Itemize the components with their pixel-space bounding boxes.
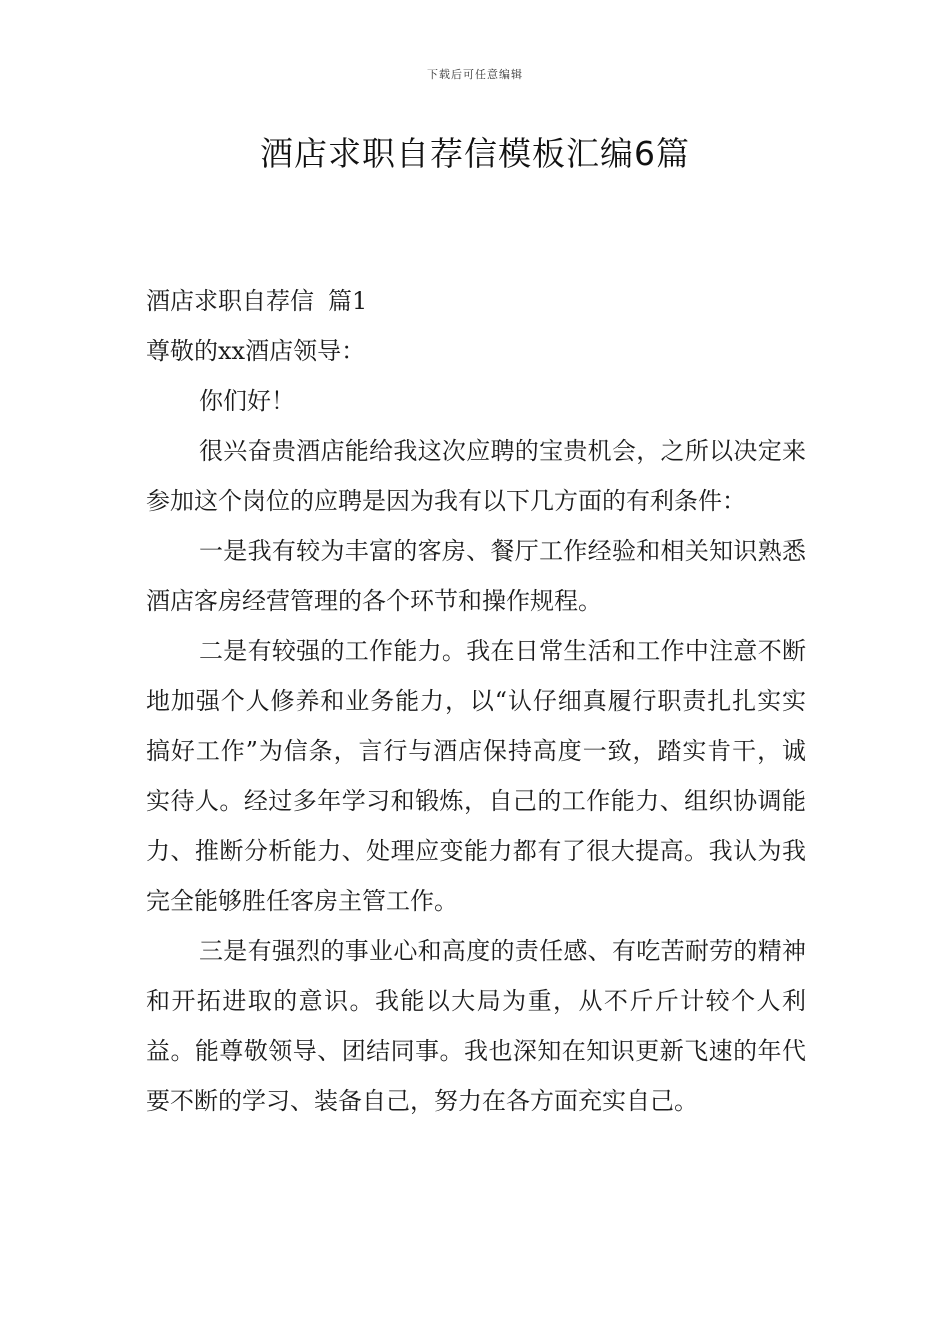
paragraph-point-two: 二是有较强的工作能力。我在日常生活和工作中注意不断地加强个人修养和业务能力，以“认仔细真履行职责扎扎实实搞好工作”为信条，言行与酒店保持高度一致，踏实肯干，诚实待人。经过多年学习和锻炼，自己的工作能力、组织协调能力、推断分析能力、处理应变能力都有了很大提高。我认为我完全能够胜任客房主管工作。 <box>146 637 806 915</box>
section-heading <box>146 276 806 326</box>
paragraph-point-three: 三是有强烈的事业心和高度的责任感、有吃苦耐劳的精神和开拓进取的意识。我能以大局为重，从不斤斤计较个人利益。能尊敬领导、团结同事。我也深知在知识更新飞速的年代要不断的学习、装备自己，努力在各方面充实自己。 <box>146 937 806 1115</box>
paragraph-intro: 很兴奋贵酒店能给我这次应聘的宝贵机会，之所以决定来参加这个岗位的应聘是因为我有以下几方面的有利条件： <box>146 437 806 515</box>
greeting: 你们好！ <box>199 387 295 415</box>
header-note: 下载后可任意编辑 <box>427 68 523 81</box>
paragraph-point-one: 一是我有较为丰富的客房、餐厅工作经验和相关知识熟悉酒店客房经营管理的各个环节和操作规程。 <box>146 537 806 615</box>
salutation: 尊敬的xx酒店领导： <box>146 337 366 365</box>
section-name: 酒店求职自荐信 <box>146 287 314 315</box>
document-body <box>146 276 806 1126</box>
section-number: 篇1 <box>328 287 368 315</box>
document-title: 酒店求职自荐信模板汇编6篇 <box>260 134 690 173</box>
